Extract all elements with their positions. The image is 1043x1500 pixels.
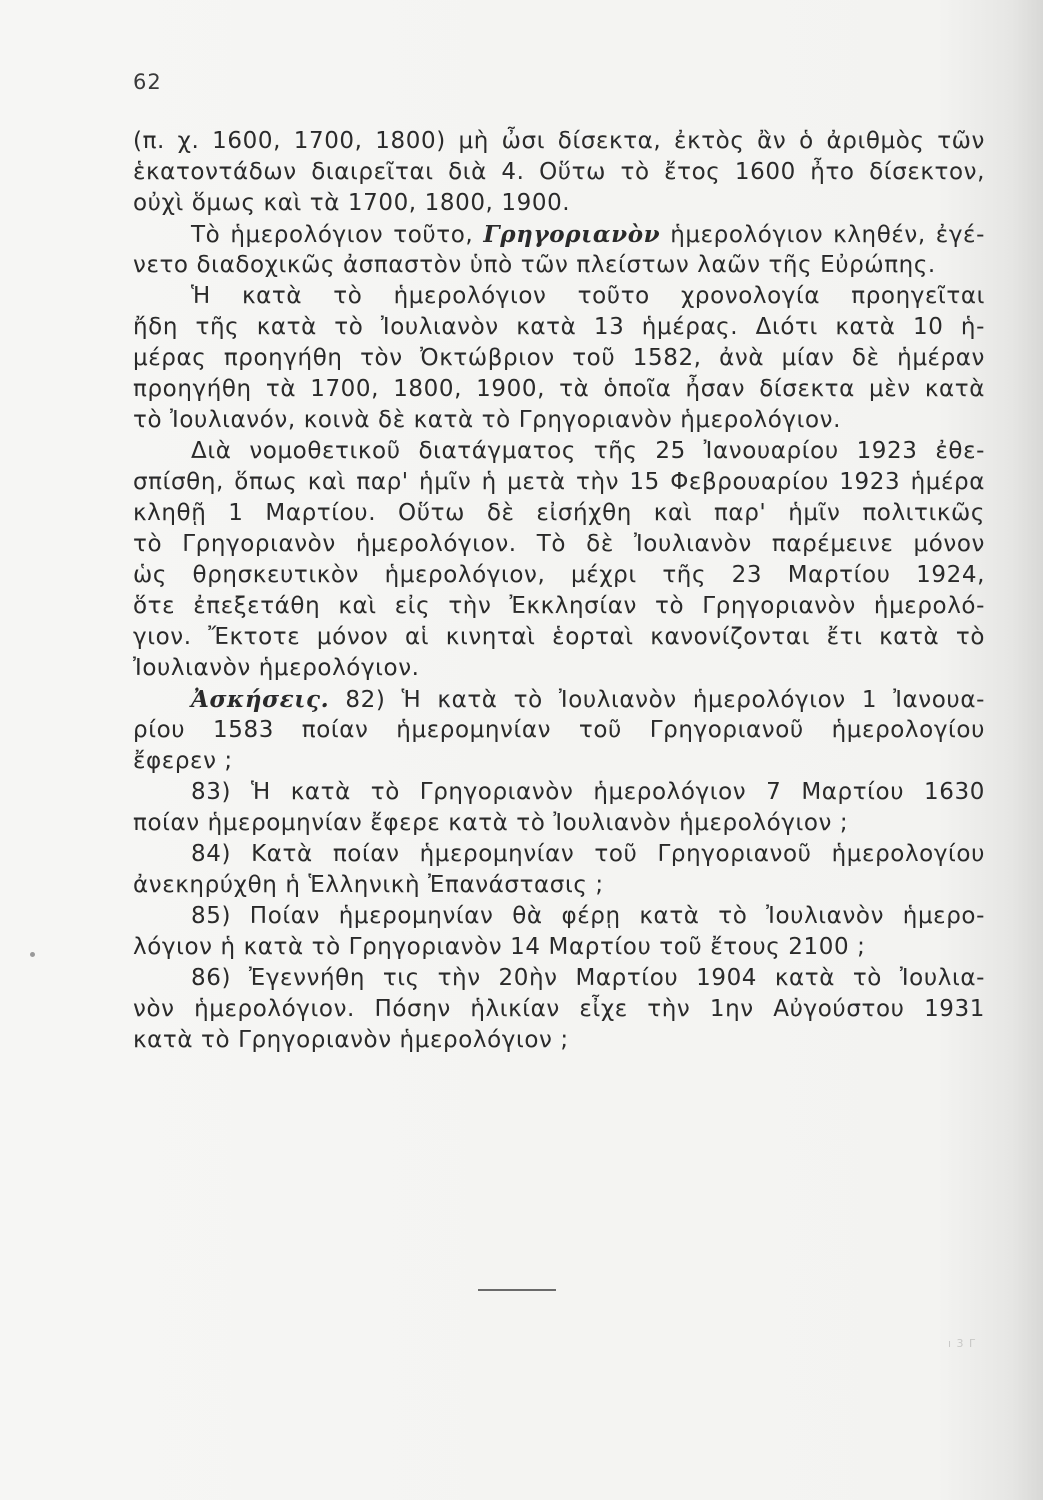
margin-dot (30, 952, 35, 957)
paragraph-2 (133, 219, 985, 281)
text-line: ἑκατοντάδων διαιρεῖται διὰ 4. Οὕτω τὸ ἔτος 1600 ἦτο δίσεκτον, (133, 159, 985, 185)
text-line: ὡς θρησκευτικὸν ἡμερολόγιον, μέχρι τῆς 23 Μαρτίου 1924, (133, 562, 985, 588)
text-line (133, 219, 985, 250)
text-line: 84) Κατὰ ποίαν ἡμερομηνίαν τοῦ Γρηγοριανοῦ ἡμερολογίου (191, 841, 985, 867)
paragraph-1 (133, 126, 985, 219)
text-line: Ἰουλιανὸν ἡμερολόγιον. (133, 655, 420, 681)
paragraph-4 (133, 436, 985, 684)
text-line: 85) Ποίαν ἡμερομηνίαν θὰ φέρῃ κατὰ τὸ Ἰουλιανὸν ἡμερο- (191, 903, 985, 929)
text-line (133, 684, 985, 715)
text-line: ὅτε ἐπεξετάθη καὶ εἰς τὴν Ἐκκλησίαν τὸ Γρηγοριανὸν ἡμερολό- (133, 593, 985, 619)
text-line: Ἡ κατὰ τὸ ἡμερολόγιον τοῦτο χρονολογία προηγεῖται (191, 283, 985, 309)
page-body (133, 126, 985, 1056)
text-line: 86) Ἐγεννήθη τις τὴν 20ὴν Μαρτίου 1904 κατὰ τὸ Ἰουλια- (191, 965, 985, 991)
text-line: (π. χ. 1600, 1700, 1800) μὴ ὦσι δίσεκτα, ἐκτὸς ἂν ὁ ἀριθμὸς τῶν (133, 128, 985, 154)
text-run: ἡμερολόγιον κληθέν, ἐγέ- (660, 222, 985, 248)
text-line: γιον. Ἔκτοτε μόνον αἱ κινηταὶ ἑορταὶ κανονίζονται ἔτι κατὰ τὸ (133, 624, 985, 650)
text-line: μέρας προηγήθη τὸν Ὀκτώβριον τοῦ 1582, ἀνὰ μίαν δὲ ἡμέραν (133, 345, 985, 371)
faint-stamp: ı 3 Γ (948, 1337, 977, 1350)
text-line: ρίου 1583 ποίαν ἡμερομηνίαν τοῦ Γρηγοριανοῦ ἡμερολογίου (133, 717, 985, 743)
exercises-section (133, 684, 985, 1056)
text-line: ἀνεκηρύχθη ἡ Ἑλληνικὴ Ἐπανάστασις ; (133, 872, 604, 898)
text-line: κατὰ τὸ Γρηγοριανὸν ἡμερολόγιον ; (133, 1027, 569, 1053)
text-line: λόγιον ἡ κατὰ τὸ Γρηγοριανὸν 14 Μαρτίου τοῦ ἔτους 2100 ; (133, 934, 866, 960)
text-run: 82) Ἡ κατὰ τὸ Ἰουλιανὸν ἡμερολόγιον 1 Ἰανουα- (329, 687, 985, 713)
text-line: οὐχὶ ὅμως καὶ τὰ 1700, 1800, 1900. (133, 190, 571, 216)
text-line: προηγήθη τὰ 1700, 1800, 1900, τὰ ὁποῖα ἦσαν δίσεκτα μὲν κατὰ (133, 376, 985, 402)
text-line: τὸ Γρηγοριανὸν ἡμερολόγιον. Τὸ δὲ Ἰουλιανὸν παρέμεινε μόνον (133, 531, 985, 557)
text-line: τὸ Ἰουλιανόν, κοινὰ δὲ κατὰ τὸ Γρηγοριανὸν ἡμερολόγιον. (133, 407, 842, 433)
exercises-heading: Ἀσκήσεις. (191, 686, 330, 713)
text-line: ποίαν ἡμερομηνίαν ἔφερε κατὰ τὸ Ἰουλιανὸν ἡμερολόγιον ; (133, 810, 849, 836)
text-line: κληθῇ 1 Μαρτίου. Οὕτω δὲ εἰσήχθη καὶ παρ' ἡμῖν πολιτικῶς (133, 500, 985, 526)
text-line: νὸν ἡμερολόγιον. Πόσην ἡλικίαν εἶχε τὴν 1ην Αὐγούστου 1931 (133, 996, 985, 1022)
text-line: ἔφερεν ; (133, 748, 233, 774)
text-line: νετο διαδοχικῶς ἀσπαστὸν ὑπὸ τῶν πλείστων λαῶν τῆς Εὐρώπης. (133, 252, 936, 278)
text-run: Τὸ ἡμερολόγιον τοῦτο, (191, 222, 484, 248)
text-line: σπίσθη, ὅπως καὶ παρ' ἡμῖν ἡ μετὰ τὴν 15 Φεβρουαρίου 1923 ἡμέρα (133, 469, 985, 495)
gregorian-term: Γρηγοριανὸν (483, 221, 661, 248)
page-number: 62 (133, 70, 162, 94)
text-line: ἤδη τῆς κατὰ τὸ Ἰουλιανὸν κατὰ 13 ἡμέρας. Διότι κατὰ 10 ἡ- (133, 314, 985, 340)
text-line: Διὰ νομοθετικοῦ διατάγματος τῆς 25 Ἰανουαρίου 1923 ἐθε- (191, 438, 985, 464)
text-line: 83) Ἡ κατὰ τὸ Γρηγοριανὸν ἡμερολόγιον 7 Μαρτίου 1630 (191, 779, 985, 805)
end-separator (478, 1289, 556, 1291)
paragraph-3 (133, 281, 985, 436)
